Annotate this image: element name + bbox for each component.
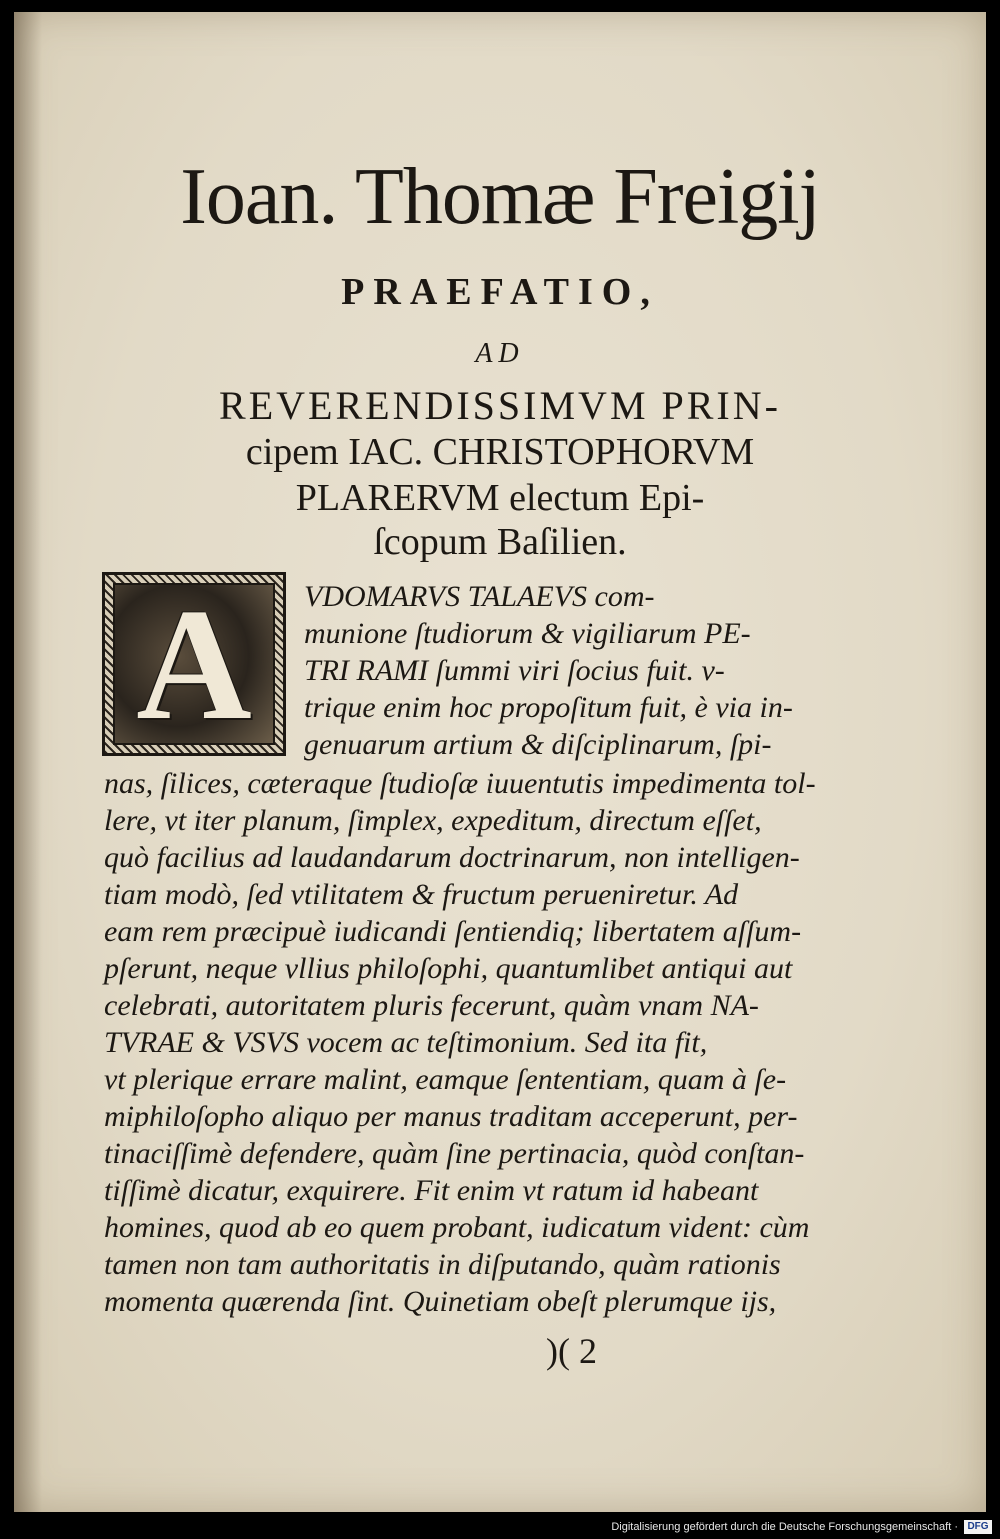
body-line: pſerunt, neque vllius philoſophi, quantumlibet antiqui aut	[104, 952, 793, 985]
dedication-line-4: ſcopum Baſilien.	[373, 521, 627, 563]
dedication-line-2: cipem IAC. CHRISTOPHORVM	[245, 431, 755, 473]
body-line: lere, vt iter planum, ſimplex, expeditum, directum eſſet,	[104, 804, 762, 837]
body-line: quò facilius ad laudandarum doctrinarum, non intelligen-	[104, 841, 800, 874]
body-line: miphiloſopho aliquo per manus traditam acceperunt, per-	[104, 1100, 798, 1133]
body-line: nas, ſilices, cæteraque ſtudioſæ iuuentutis impedimenta tol-	[104, 767, 816, 800]
body-line: munione ſtudiorum & vigiliarum PE-	[304, 617, 751, 650]
body-line: TRI RAMI ſummi viri ſocius fuit. v-	[304, 654, 725, 687]
praefatio-heading: PRAEFATIO,	[341, 271, 659, 313]
body-line: tamen non tam authoritatis in diſputando, quàm rationis	[104, 1248, 781, 1281]
body-line: tinaciſſimè defendere, quàm ſine pertinacia, quòd conſtan-	[104, 1137, 805, 1170]
dfg-logo-icon: DFG	[964, 1520, 992, 1534]
body-line: tiſſimè dicatur, exquirere. Fit enim vt ratum id habeant	[104, 1174, 759, 1207]
book-page	[14, 12, 986, 1512]
dedication-line-1: REVERENDISSIMVM PRIN-	[219, 383, 781, 428]
body-line: TVRAE & VSVS vocem ac teſtimonium. Sed ita fit,	[104, 1026, 708, 1059]
ad-heading: AD	[475, 338, 525, 369]
body-line: celebrati, autoritatem pluris fecerunt, quàm vnam NA-	[104, 989, 759, 1022]
signature-mark: )( 2	[546, 1331, 597, 1371]
body-line: VDOMARVS TALAEVS com-	[304, 580, 655, 613]
body-line: genuarum artium & diſciplinarum, ſpi-	[304, 728, 772, 761]
body-line: vt plerique errare malint, eamque ſententiam, quam à ſe-	[104, 1063, 787, 1096]
initial-letter: A	[136, 574, 252, 753]
body-line: momenta quærenda ſint. Quinetiam obeſt plerumque ijs,	[104, 1285, 777, 1318]
digitization-footer	[0, 1512, 1000, 1539]
decorated-initial	[102, 572, 286, 756]
body-line: homines, quod ab eo quem probant, iudicatum vident: cùm	[104, 1211, 810, 1244]
body-line: tiam modò, ſed vtilitatem & fructum perueniretur. Ad	[104, 878, 739, 911]
footer-credit: Digitalisierung gefördert durch die Deutsche Forschungsgemeinschaft ·	[611, 1521, 958, 1533]
body-line: eam rem præcipuè iudicandi ſentiendiq; libertatem aſſum-	[104, 915, 802, 948]
body-line: trique enim hoc propoſitum fuit, è via in-	[304, 691, 793, 724]
author-title: Ioan. Thomæ Freigij	[180, 153, 820, 241]
dedication-line-3: PLARERVM electum Epi-	[295, 477, 705, 519]
